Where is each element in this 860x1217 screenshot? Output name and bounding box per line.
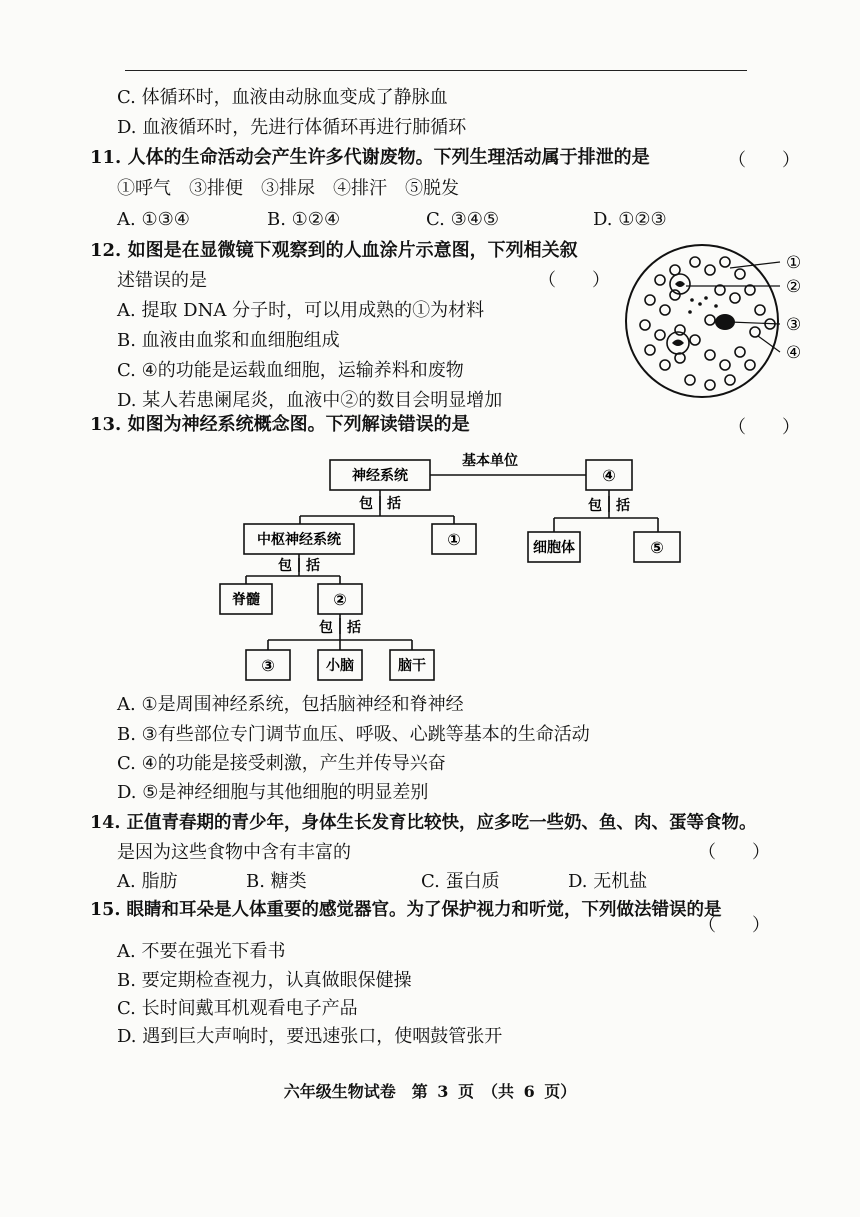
q15-answer-paren: （ ）: [698, 915, 770, 936]
fig-label-1: ①: [786, 253, 802, 273]
fig-label-4: ④: [786, 343, 802, 363]
node-brainstem: 脑干: [398, 658, 426, 674]
node-5: ⑤: [650, 538, 664, 557]
page-footer: 六年级生物试卷 第 3 页 （共 6 页）: [283, 1082, 577, 1101]
header-rule: [125, 70, 747, 71]
q13-stem: 13. 如图为神经系统概念图。下列解读错误的是: [90, 414, 470, 435]
include-label-4: 包 括: [319, 620, 361, 636]
q12-option-b: B. 血液由血浆和血细胞组成: [117, 330, 340, 351]
q12-option-d: D. 某人若患阑尾炎，血液中②的数目会明显增加: [117, 390, 503, 411]
node-spinal-cord: 脊髓: [232, 592, 260, 608]
q14-option-b: B. 糖类: [246, 871, 307, 892]
include-label-2: 包 括: [588, 498, 630, 514]
q14-stem-line1: 14. 正值青春期的青少年，身体生长发育比较快，应多吃一些奶、鱼、肉、蛋等食物。: [90, 813, 757, 833]
q12-answer-paren: （ ）: [538, 270, 610, 291]
blood-smear-figure: [620, 240, 820, 420]
q12-option-a: A. 提取 DNA 分子时，可以用成熟的①为材料: [117, 300, 485, 321]
node-cell-body: 细胞体: [533, 540, 575, 556]
q11-option-b: B. ①②④: [267, 209, 341, 230]
q13-option-b: B. ③有些部位专门调节血压、呼吸、心跳等基本的生命活动: [117, 724, 590, 745]
node-cns: 中枢神经系统: [257, 532, 341, 548]
q14-option-d: D. 无机盐: [568, 871, 648, 892]
node-3: ③: [261, 656, 275, 675]
q14-answer-paren: （ ）: [698, 842, 770, 863]
node-cerebellum: 小脑: [326, 658, 354, 674]
q11-option-c: C. ③④⑤: [426, 209, 499, 230]
q11-answer-paren: （ ）: [728, 150, 800, 171]
q12-option-c: C. ④的功能是运载血细胞，运输养料和废物: [117, 360, 464, 381]
node-4: ④: [602, 466, 616, 485]
node-2: ②: [333, 590, 347, 609]
q15-option-a: A. 不要在强光下看书: [117, 941, 286, 962]
q12-stem-line1: 12. 如图是在显微镜下观察到的人血涂片示意图，下列相关叙: [90, 240, 578, 261]
q15-option-d: D. 遇到巨大声响时，要迅速张口，使咽鼓管张开: [117, 1026, 503, 1047]
edge-basic-unit: 基本单位: [462, 453, 518, 469]
node-1: ①: [447, 530, 461, 549]
q11-items: ①呼气 ③排便 ③排尿 ④排汗 ⑤脱发: [117, 178, 459, 199]
q13-option-c: C. ④的功能是接受刺激，产生并传导兴奋: [117, 753, 446, 774]
include-label-1: 包 括: [359, 496, 401, 512]
include-label-3: 包 括: [278, 558, 320, 574]
q11-stem: 11. 人体的生命活动会产生许多代谢废物。下列生理活动属于排泄的是: [90, 147, 650, 168]
fig-label-3: ③: [786, 315, 802, 335]
q15-stem: 15. 眼睛和耳朵是人体重要的感觉器官。为了保护视力和听觉，下列做法错误的是: [90, 900, 722, 920]
q10-option-c: C. 体循环时，血液由动脉血变成了静脉血: [117, 87, 448, 108]
q13-answer-paren: （ ）: [728, 417, 800, 438]
q14-option-a: A. 脂肪: [117, 871, 178, 892]
platelets: [688, 296, 718, 314]
q11-option-a: A. ①③④: [117, 209, 190, 230]
q13-option-a: A. ①是周围神经系统，包括脑神经和脊神经: [117, 694, 464, 715]
q11-option-d: D. ①②③: [593, 209, 667, 230]
fig-label-2: ②: [786, 277, 802, 297]
q15-option-c: C. 长时间戴耳机观看电子产品: [117, 998, 358, 1019]
node-nervous-system: 神经系统: [352, 468, 408, 484]
q14-stem-line2: 是因为这些食物中含有丰富的: [117, 842, 351, 863]
q12-stem-line2: 述错误的是: [117, 270, 207, 291]
q14-option-c: C. 蛋白质: [421, 871, 500, 892]
q10-option-d: D. 血液循环时，先进行体循环再进行肺循环: [117, 117, 467, 138]
nervous-system-concept-map: [200, 440, 700, 690]
q15-option-b: B. 要定期检查视力，认真做眼保健操: [117, 970, 412, 991]
q13-option-d: D. ⑤是神经细胞与其他细胞的明显差别: [117, 782, 429, 803]
